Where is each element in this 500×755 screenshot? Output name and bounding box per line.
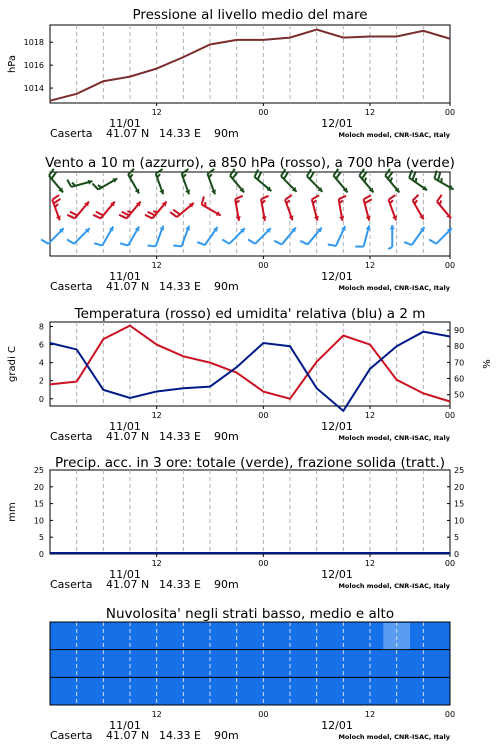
barb-feather [127, 211, 131, 212]
wind-barb [274, 228, 296, 245]
y-tick-label: 8 [39, 323, 44, 332]
y-tick-label-right: 50 [454, 391, 464, 400]
location-lon: 14.33 E [159, 280, 201, 293]
x-tick-label: 12 [152, 559, 162, 568]
wind-barb [355, 225, 370, 246]
y-tick-label-right: 60 [454, 375, 464, 384]
wind-barb [437, 195, 451, 219]
y-tick-label-right: 70 [454, 358, 464, 367]
wind-barb [389, 195, 397, 220]
temperature-line [50, 326, 450, 402]
wind-panel [41, 155, 455, 293]
barb-head [390, 225, 395, 229]
wind-barb [197, 227, 217, 245]
barb-feather [429, 240, 436, 244]
panel-title: Temperatura (rosso) ed umidita' relativa (blu) a 2 m [74, 306, 426, 322]
barb-feather [197, 242, 205, 245]
barb-feather [390, 200, 393, 203]
plot-frame [50, 322, 450, 406]
x-tick-label: 12 [152, 411, 162, 420]
barb-feather [92, 184, 98, 190]
location-lat: 41.07 N [106, 280, 149, 293]
wind-barb [388, 225, 395, 249]
barb-feather [365, 199, 372, 203]
barb-feather [67, 215, 74, 219]
barb-feather [93, 215, 100, 219]
y-tick-label: 15 [34, 500, 44, 509]
barb-feather [52, 195, 59, 200]
location-alt: 90m [214, 578, 239, 591]
wind-barb [170, 203, 194, 217]
cloud-cover-panel [50, 606, 455, 742]
y-tick-label-right: 0 [454, 550, 459, 559]
y-tick-label: 0 [39, 550, 44, 559]
barb-feather [412, 172, 415, 180]
wind-barb [409, 170, 427, 190]
date-label: 11/01 [109, 420, 141, 433]
y-tick-label: 25 [34, 466, 44, 475]
barb-feather [170, 212, 177, 217]
wind-barb [235, 196, 243, 221]
wind-barb [281, 169, 297, 192]
barb-feather [300, 241, 307, 245]
barb-feather [274, 241, 281, 245]
wind-barb [307, 169, 323, 192]
location-alt: 90m [214, 127, 239, 140]
y-tick-label-right: 90 [454, 326, 464, 335]
x-tick-label: 12 [365, 559, 375, 568]
barb-feather [261, 196, 269, 199]
wind-barb [222, 228, 245, 244]
wind-barb [92, 178, 117, 189]
barb-feather [409, 170, 412, 178]
wind-barb [404, 227, 424, 245]
x-tick-label: 12 [152, 108, 162, 117]
barb-feather [119, 215, 126, 219]
location-lon: 14.33 E [159, 729, 201, 742]
wind-barb [413, 195, 424, 220]
wind-barb [364, 195, 372, 220]
location-alt: 90m [214, 430, 239, 443]
barb-feather [94, 243, 102, 245]
wind-barb [67, 202, 89, 219]
wind-barb [312, 195, 319, 220]
panel-title: Pressione al livello medio del mare [132, 7, 367, 23]
temperature-humidity-panel [7, 306, 493, 443]
pressure-panel [7, 7, 455, 140]
y-tick-label: 4 [39, 359, 44, 368]
y-axis-label: mm [7, 502, 18, 521]
barb-feather [404, 242, 412, 245]
x-tick-label: 12 [365, 108, 375, 117]
y-tick-label: 10 [34, 516, 44, 525]
plot-frame [50, 172, 450, 256]
barb-feather [312, 195, 319, 199]
x-tick-label: 12 [365, 261, 375, 270]
y-tick-label: 6 [39, 341, 44, 350]
wind-barb [93, 202, 115, 219]
y-tick-label-right: 15 [454, 500, 464, 509]
y-tick-label: 1018 [24, 38, 44, 47]
wind-barb [339, 196, 347, 221]
x-tick-label: 12 [365, 411, 375, 420]
y-tick-label: 20 [34, 483, 44, 492]
barb-feather [96, 212, 103, 216]
date-label: 11/01 [109, 719, 141, 732]
y-axis-label: gradi C [7, 346, 18, 382]
barb-feather [67, 240, 74, 244]
date-label: 11/01 [109, 117, 141, 130]
location-alt: 90m [214, 280, 239, 293]
x-tick-label: 00 [445, 108, 455, 117]
barb-feather [438, 173, 440, 181]
barb-feather [389, 195, 396, 200]
barb-feather [145, 215, 152, 219]
y-tick-label: 5 [39, 533, 44, 542]
barb-feather [284, 172, 288, 179]
wind-barb [261, 196, 269, 221]
barb-feather [310, 172, 314, 179]
barb-feather [120, 243, 128, 245]
barb-feather [72, 182, 75, 185]
credit: Moloch model, CNR-ISAC, Italy [338, 131, 450, 139]
barb-feather [364, 195, 371, 199]
location-name: Caserta [50, 280, 93, 293]
barb-feather [336, 172, 341, 179]
barb-feather [148, 245, 156, 246]
location-lat: 41.07 N [106, 127, 149, 140]
barb-feather [313, 200, 316, 203]
barb-feather [173, 245, 181, 246]
barb-feather [54, 199, 61, 204]
wind-barb [429, 228, 452, 244]
y-tick-label-right: 20 [454, 483, 464, 492]
wind-barb [67, 228, 90, 244]
x-tick-label: 00 [445, 411, 455, 420]
barb-feather [67, 180, 71, 187]
x-tick-label: 12 [152, 261, 162, 270]
date-label: 12/01 [321, 420, 353, 433]
panel-title: Nuvolosita' negli strati basso, medio e alto [106, 606, 394, 622]
barb-feather [98, 185, 102, 187]
barb-feather [258, 172, 262, 179]
barb-feather [440, 201, 442, 205]
x-tick-label: 00 [258, 108, 268, 117]
wind-barb [300, 228, 322, 245]
barb-feather [416, 178, 417, 182]
credit: Moloch model, CNR-ISAC, Italy [338, 582, 450, 590]
y-tick-label-right: 10 [454, 516, 464, 525]
wind-barb [285, 195, 293, 220]
barb-feather [52, 172, 57, 179]
barb-feather [328, 244, 336, 246]
date-label: 11/01 [109, 270, 141, 283]
wind-barb [202, 197, 221, 216]
pressure-line [50, 30, 450, 101]
barb-feather [209, 174, 212, 177]
x-tick-label: 00 [258, 411, 268, 420]
barb-feather [248, 240, 255, 244]
wind-barb [145, 202, 167, 219]
y-tick-label: 1014 [24, 84, 44, 93]
x-tick-label: 00 [258, 559, 268, 568]
barb-feather [153, 211, 157, 212]
location-name: Caserta [50, 127, 93, 140]
x-tick-label: 00 [445, 559, 455, 568]
barb-feather [413, 195, 419, 201]
barb-feather [415, 200, 417, 204]
wind-barb [434, 171, 453, 190]
barb-feather [157, 174, 160, 177]
location-name: Caserta [50, 729, 93, 742]
y-tick-label: 0 [39, 395, 44, 404]
precipitation-panel [7, 455, 464, 591]
barb-feather [202, 197, 204, 205]
credit: Moloch model, CNR-ISAC, Italy [338, 284, 450, 292]
barb-feather [41, 240, 48, 244]
location-name: Caserta [50, 578, 93, 591]
y-tick-label-right: 80 [454, 342, 464, 351]
barb-feather [388, 247, 392, 249]
y-tick-label: 2 [39, 377, 44, 386]
barb-feather [70, 212, 77, 216]
barb-feather [286, 200, 289, 203]
panel-title: Precip. acc. in 3 ore: totale (verde), frazione solida (tratt.) [55, 455, 445, 471]
date-label: 11/01 [109, 568, 141, 581]
plot-frame [50, 470, 450, 554]
x-tick-label: 00 [445, 710, 455, 719]
x-tick-label: 00 [445, 261, 455, 270]
x-tick-label: 00 [258, 710, 268, 719]
wind-barb [248, 228, 271, 244]
barb-feather [222, 240, 229, 244]
x-tick-label: 00 [258, 261, 268, 270]
date-label: 12/01 [321, 568, 353, 581]
wind-barb [41, 228, 64, 244]
y-tick-label-right: 5 [454, 533, 459, 542]
barb-feather [364, 178, 366, 182]
barb-feather [173, 210, 180, 215]
wind-barb [52, 195, 60, 220]
credit: Moloch model, CNR-ISAC, Italy [338, 434, 450, 442]
barb-feather [55, 204, 58, 207]
x-tick-label: 12 [152, 710, 162, 719]
location-lon: 14.33 E [159, 430, 201, 443]
wind-barb [67, 180, 92, 187]
y-axis-label-right: % [482, 359, 493, 369]
location-alt: 90m [214, 729, 239, 742]
credit: Moloch model, CNR-ISAC, Italy [338, 733, 450, 741]
location-lon: 14.33 E [159, 127, 201, 140]
location-lat: 41.07 N [106, 729, 149, 742]
y-axis-label: hPa [7, 55, 18, 73]
barb-feather [285, 195, 292, 200]
y-tick-label-right: 25 [454, 466, 464, 475]
location-lon: 14.33 E [159, 578, 201, 591]
wind-barb [173, 226, 190, 247]
barb-feather [339, 196, 347, 199]
wind-barb [207, 169, 215, 194]
date-label: 12/01 [321, 117, 353, 130]
date-label: 12/01 [321, 270, 353, 283]
y-tick-label: 1016 [24, 61, 44, 70]
location-lat: 41.07 N [106, 430, 149, 443]
wind-barb [148, 226, 165, 247]
panel-title: Vento a 10 m (azzurro), a 850 hPa (rosso), a 700 hPa (verde) [45, 155, 455, 171]
location-lat: 41.07 N [106, 578, 149, 591]
barb-feather [390, 178, 392, 182]
location-name: Caserta [50, 430, 93, 443]
date-label: 12/01 [321, 719, 353, 732]
x-tick-label: 12 [365, 710, 375, 719]
